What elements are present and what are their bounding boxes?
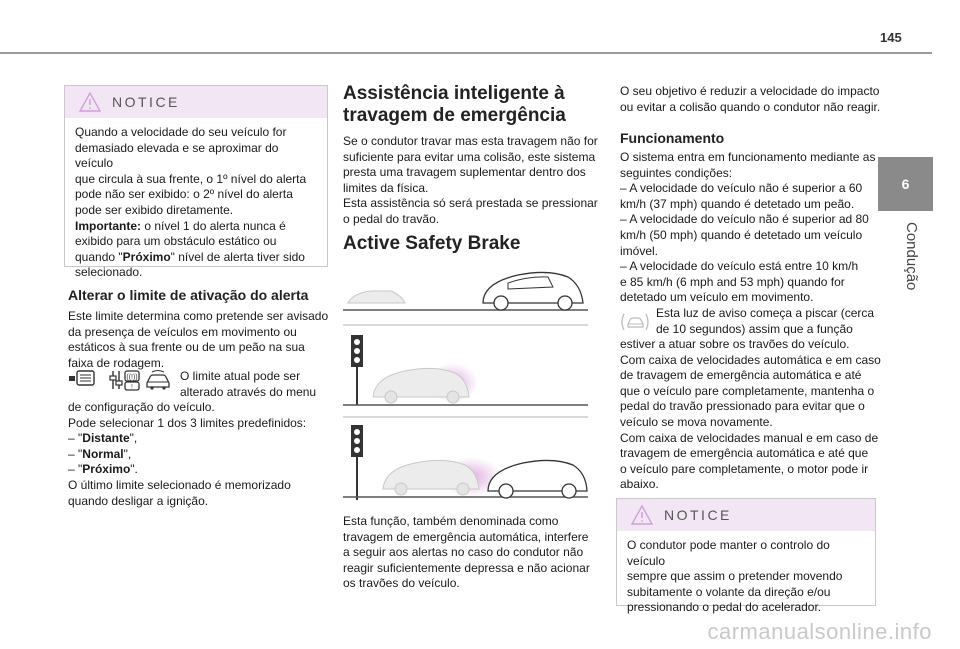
text-line: abaixo. — [620, 477, 659, 492]
text-fragment: ", — [129, 431, 138, 446]
text-line: de configuração do veículo. — [68, 400, 215, 414]
scene-3-emergency-brake — [343, 425, 588, 500]
header-rule — [0, 52, 932, 54]
text-line: O sistema entra em funcionamento mediante as — [620, 150, 876, 164]
text-line: km/h (50 mph) quando é detetado um veículo — [620, 227, 863, 242]
text-line: veículo se mova novamente. — [620, 414, 773, 429]
warning-triangle-icon — [79, 92, 101, 112]
section-heading-active-safety-brake — [343, 233, 603, 255]
text-line: suficiente para evitar uma colisão, este sistema — [343, 149, 596, 164]
text-line: estiver a atuar sobre os travões do veículo. — [620, 337, 850, 351]
text-line: O limite atual pode ser — [180, 369, 301, 383]
paragraph — [620, 337, 885, 493]
touchscreen-icon — [68, 369, 96, 389]
notice-box-1 — [64, 85, 328, 280]
heading: Alterar o limite de ativação do alerta — [68, 287, 309, 303]
text-line: exibido para um obstáculo estático ou — [75, 234, 277, 249]
text-line: Com caixa de velocidades manual e em caso de — [620, 430, 879, 445]
text-line — [75, 219, 317, 235]
text-line: que circula à sua frente, o 1º nível do alerta — [75, 171, 307, 186]
text-line: Com caixa de velocidades automática e em caso — [620, 352, 881, 367]
text-line: de 10 segundos) assim que a função — [656, 321, 853, 336]
text-line: seguintes condições: — [620, 165, 733, 180]
text-line: da presença de veículos em movimento ou — [68, 324, 297, 339]
text-line: imóvel. — [620, 243, 659, 258]
text-line: O condutor pode manter o controlo do veículo — [627, 538, 830, 568]
warning-light-caption — [656, 306, 886, 337]
text-line: subitamente o volante da direção e/ou — [627, 584, 831, 599]
text-fragment: o nível 1 do alerta nunca é — [141, 218, 286, 233]
scene-1-cars — [343, 272, 588, 310]
paragraph — [343, 134, 603, 228]
watermark: carmanualsonline.info — [707, 619, 932, 644]
vehicle-settings-icon — [108, 368, 142, 392]
text-line: pode não ser exibido: o 2º nível do alerta — [75, 187, 293, 202]
text-line: de travagem de emergência automática e até — [620, 368, 862, 383]
collision-warning-light-icon — [618, 310, 652, 334]
text-line: pode ser exibido diretamente. — [75, 202, 234, 217]
text-line: que o veículo pare completamente, mantenha o — [620, 383, 875, 398]
notice-label: NOTICE — [664, 507, 732, 523]
bold-term: Importante: — [75, 218, 141, 233]
notice-body — [617, 531, 875, 624]
text-line: travagem de emergência automática e até que — [620, 446, 869, 461]
text-line: alterado através do menu — [180, 384, 317, 399]
option-normal — [68, 447, 348, 463]
svg-text:((!)): ((!)) — [126, 374, 138, 381]
scene-2-traffic-light — [343, 335, 588, 405]
icon-caption — [180, 369, 350, 400]
text-line: faixa de rodagem. — [68, 355, 165, 370]
text-line: O último limite selecionado é memorizado — [68, 477, 291, 492]
notice-header — [617, 499, 875, 531]
notice-box-2 — [616, 498, 876, 615]
text-line: Se o condutor travar mas esta travagem não for — [343, 134, 598, 148]
text-line: o veículo pare completamente, o motor pode ir — [620, 461, 869, 476]
text-line: a seguir aos alertas no caso do condutor não — [343, 545, 584, 560]
text-line: Este limite determina como pretende ser avisado — [68, 309, 329, 323]
text-line: estáticos à sua frente ou de um peão na sua — [68, 340, 305, 355]
text-line: sempre que assim o pretender movendo — [627, 569, 843, 584]
text-line: o pedal do travão. — [343, 211, 440, 226]
option-proximo — [68, 462, 348, 478]
text-line: – A velocidade do veículo está entre 10 km/h — [620, 259, 859, 274]
text-fragment: – " — [68, 462, 83, 477]
page-number: 145 — [880, 30, 902, 45]
text-line: os travões do veículo. — [343, 576, 460, 591]
bold-term: Normal — [82, 446, 124, 461]
text-line: km/h (37 mph) quando é detetado um peão. — [620, 196, 855, 211]
text-line: Esta luz de aviso começa a piscar (cerca — [656, 306, 875, 320]
section-heading-funcionamento — [620, 130, 880, 146]
text-line: – A velocidade do veículo não é superior ad 80 — [620, 212, 869, 227]
section-heading-emergency-braking — [343, 83, 603, 127]
text-fragment: ". — [130, 462, 138, 477]
paragraph — [620, 150, 885, 306]
text-line: e 85 km/h (6 mph and 53 mph) quando for — [620, 274, 845, 289]
text-line: demasiado elevada e se aproximar do veículo — [75, 140, 279, 171]
text-line — [75, 250, 317, 266]
text-fragment: – " — [68, 446, 83, 461]
collision-alert-car-icon — [143, 369, 173, 391]
paragraph — [620, 84, 885, 115]
text-line: travagem de emergência automática, interfere — [343, 529, 589, 544]
text-line: Quando a velocidade do seu veículo for — [75, 125, 287, 139]
bold-term: Próximo — [82, 462, 131, 477]
heading-line: Assistência inteligente à — [343, 83, 565, 104]
text-line: Esta função, também denominada como — [343, 514, 559, 528]
chapter-title: Condução — [903, 222, 920, 291]
notice-header — [65, 86, 327, 118]
text-line: reagir suficientemente depressa e não acionar — [343, 560, 590, 575]
text-line: O seu objetivo é reduzir a velocidade do impacto — [620, 84, 880, 98]
paragraph — [343, 514, 603, 592]
text-line: pedal do travão pressionado para evitar que o — [620, 399, 865, 414]
heading: Active Safety Brake — [343, 233, 521, 254]
text-line: presta uma travagem suplementar dentro dos — [343, 165, 586, 180]
text-line: Esta assistência só será prestada se pressionar — [343, 196, 598, 211]
bold-term: Próximo — [122, 249, 171, 264]
warning-triangle-icon — [631, 505, 653, 525]
text-fragment: – " — [68, 431, 83, 446]
heading: Funcionamento — [620, 130, 725, 146]
bold-term: Distante — [82, 431, 130, 446]
heading-line: travagem de emergência — [343, 105, 566, 126]
option-distante — [68, 431, 348, 447]
text-line: pressionando o pedal do acelerador. — [627, 600, 822, 615]
text-line: – A velocidade do veículo não é superior a 60 — [620, 181, 863, 196]
text-line: quando desligar a ignição. — [68, 493, 209, 508]
svg-text:!: ! — [131, 384, 133, 391]
text-fragment: quando " — [75, 249, 123, 264]
chapter-tab[interactable]: 6 — [878, 157, 933, 211]
paragraph — [68, 400, 348, 509]
active-safety-brake-illustration — [343, 265, 588, 505]
paragraph — [68, 309, 348, 371]
notice-body — [65, 118, 327, 289]
section-heading-alert-threshold — [68, 287, 338, 303]
text-fragment: ", — [123, 446, 132, 461]
text-line: Pode selecionar 1 dos 3 limites predefinidos: — [68, 415, 307, 430]
text-fragment: " nível de alerta tiver sido — [170, 249, 305, 264]
text-line: limites da física. — [343, 180, 429, 195]
text-line: selecionado. — [75, 265, 143, 280]
notice-label: NOTICE — [112, 94, 180, 110]
text-line: ou evitar a colisão quando o condutor não reagir. — [620, 99, 881, 114]
text-line: detetado um veículo em movimento. — [620, 290, 814, 305]
